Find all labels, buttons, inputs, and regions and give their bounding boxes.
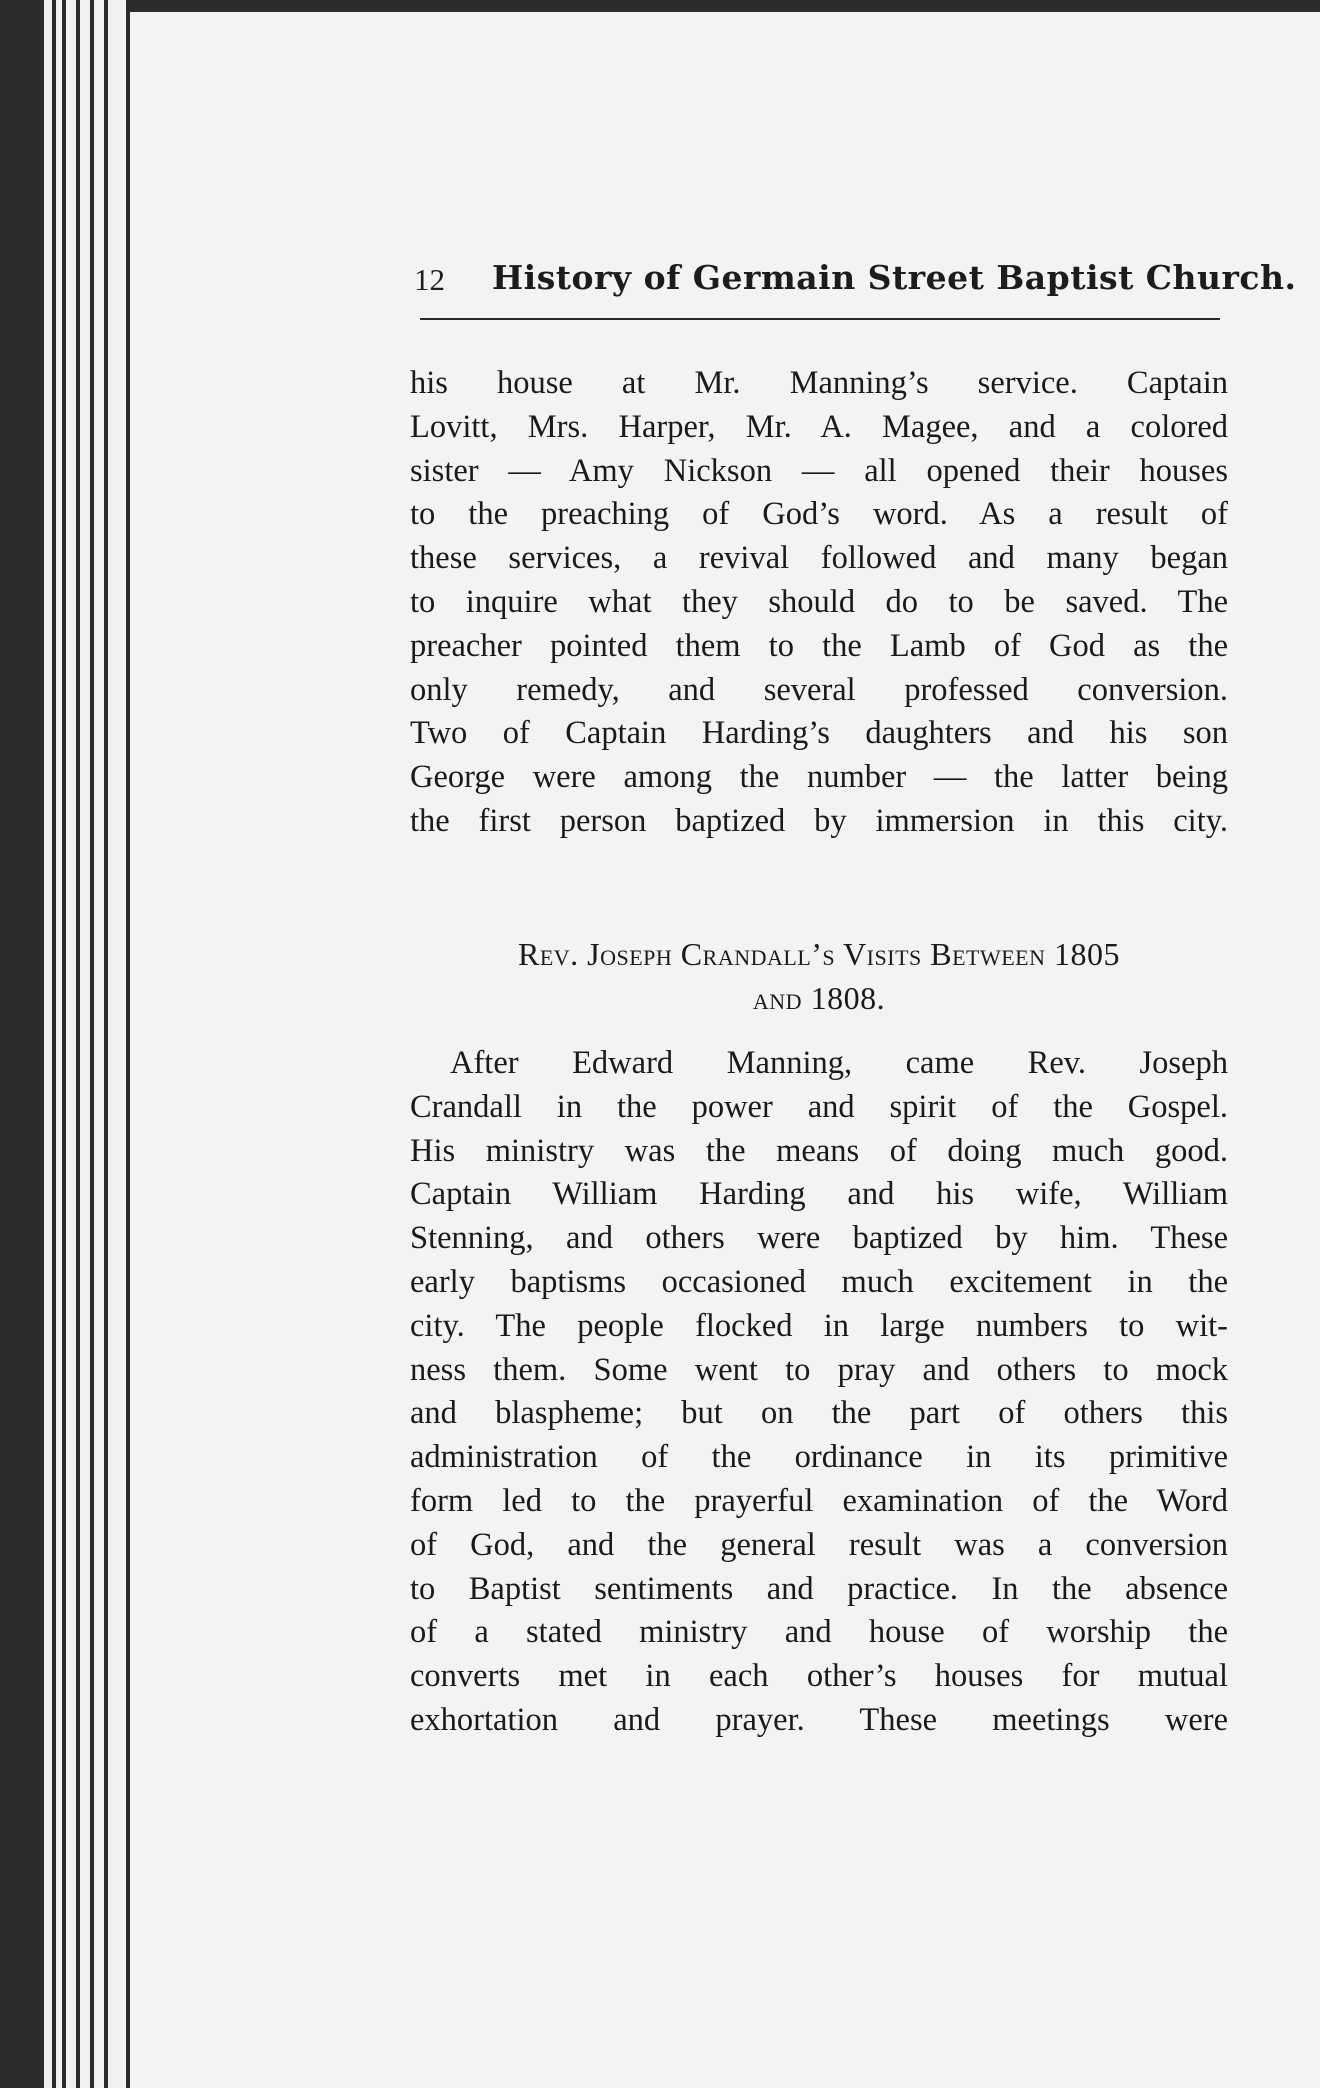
text-line: to inquire what they should do to be saved. The [410, 583, 1228, 620]
text-line: to Baptist sentiments and practice. In the absence [410, 1570, 1228, 1607]
text-line: his house at Mr. Manning’s service. Captain [410, 365, 1228, 401]
text-line: and blaspheme; but on the part of others this [410, 1395, 1228, 1432]
text-line: Lovitt, Mrs. Harper, Mr. A. Magee, and a colored [410, 408, 1228, 445]
text-line: form led to the prayerful examination of the Word [410, 1482, 1228, 1519]
text-line: ness them. Some went to pray and others to mock [410, 1351, 1228, 1388]
text-line: His ministry was the means of doing much good. [410, 1132, 1228, 1169]
text-line: city. The people flocked in large numbers to wit- [410, 1307, 1228, 1344]
running-title: History of Germain Street Baptist Church. [492, 258, 1297, 297]
page-number: 12 [414, 262, 445, 297]
section-heading [410, 932, 1228, 1020]
page-edge [44, 0, 52, 2088]
text-line: Captain William Harding and his wife, William [410, 1176, 1228, 1213]
paragraph-2 [410, 1042, 1228, 1743]
text-line: sister — Amy Nickson — all opened their houses [410, 452, 1228, 489]
text-line: early baptisms occasioned much excitement in the [410, 1263, 1228, 1300]
text-line: the first person baptized by immersion in this city. [410, 802, 1228, 839]
text-line: these services, a revival followed and many began [410, 540, 1228, 577]
section-heading-line: and 1808. [752, 980, 886, 1016]
running-header [410, 258, 1297, 314]
page-edge [108, 0, 126, 2088]
text-line: of God, and the general result was a conversion [410, 1526, 1228, 1563]
text-line: preacher pointed them to the Lamb of God as the [410, 627, 1228, 664]
paragraph-1 [410, 362, 1228, 844]
text-line: George were among the number — the latter being [410, 759, 1228, 796]
text-line: exhortation and prayer. These meetings were [410, 1701, 1228, 1738]
page-edge [66, 0, 76, 2088]
page-edge [56, 0, 62, 2088]
text-line: converts met in each other’s houses for mutual [410, 1658, 1228, 1695]
text-line: administration of the ordinance in its primitive [410, 1439, 1228, 1476]
text-line: Crandall in the power and spirit of the Gospel. [410, 1088, 1228, 1125]
page-edge [80, 0, 90, 2088]
text-line: only remedy, and several professed conversion. [410, 671, 1228, 708]
section-heading-line: Rev. Joseph Crandall’s Visits Between 1805 [518, 936, 1120, 972]
text-line: Two of Captain Harding’s daughters and his son [410, 715, 1228, 752]
text-line: to the preaching of God’s word. As a result of [410, 496, 1228, 533]
text-line: Stenning, and others were baptized by him. These [410, 1220, 1228, 1257]
text-line: of a stated ministry and house of worship the [410, 1614, 1228, 1651]
header-rule [420, 318, 1220, 320]
text-line: After Edward Manning, came Rev. Joseph [450, 1045, 1228, 1081]
page-edge [94, 0, 104, 2088]
